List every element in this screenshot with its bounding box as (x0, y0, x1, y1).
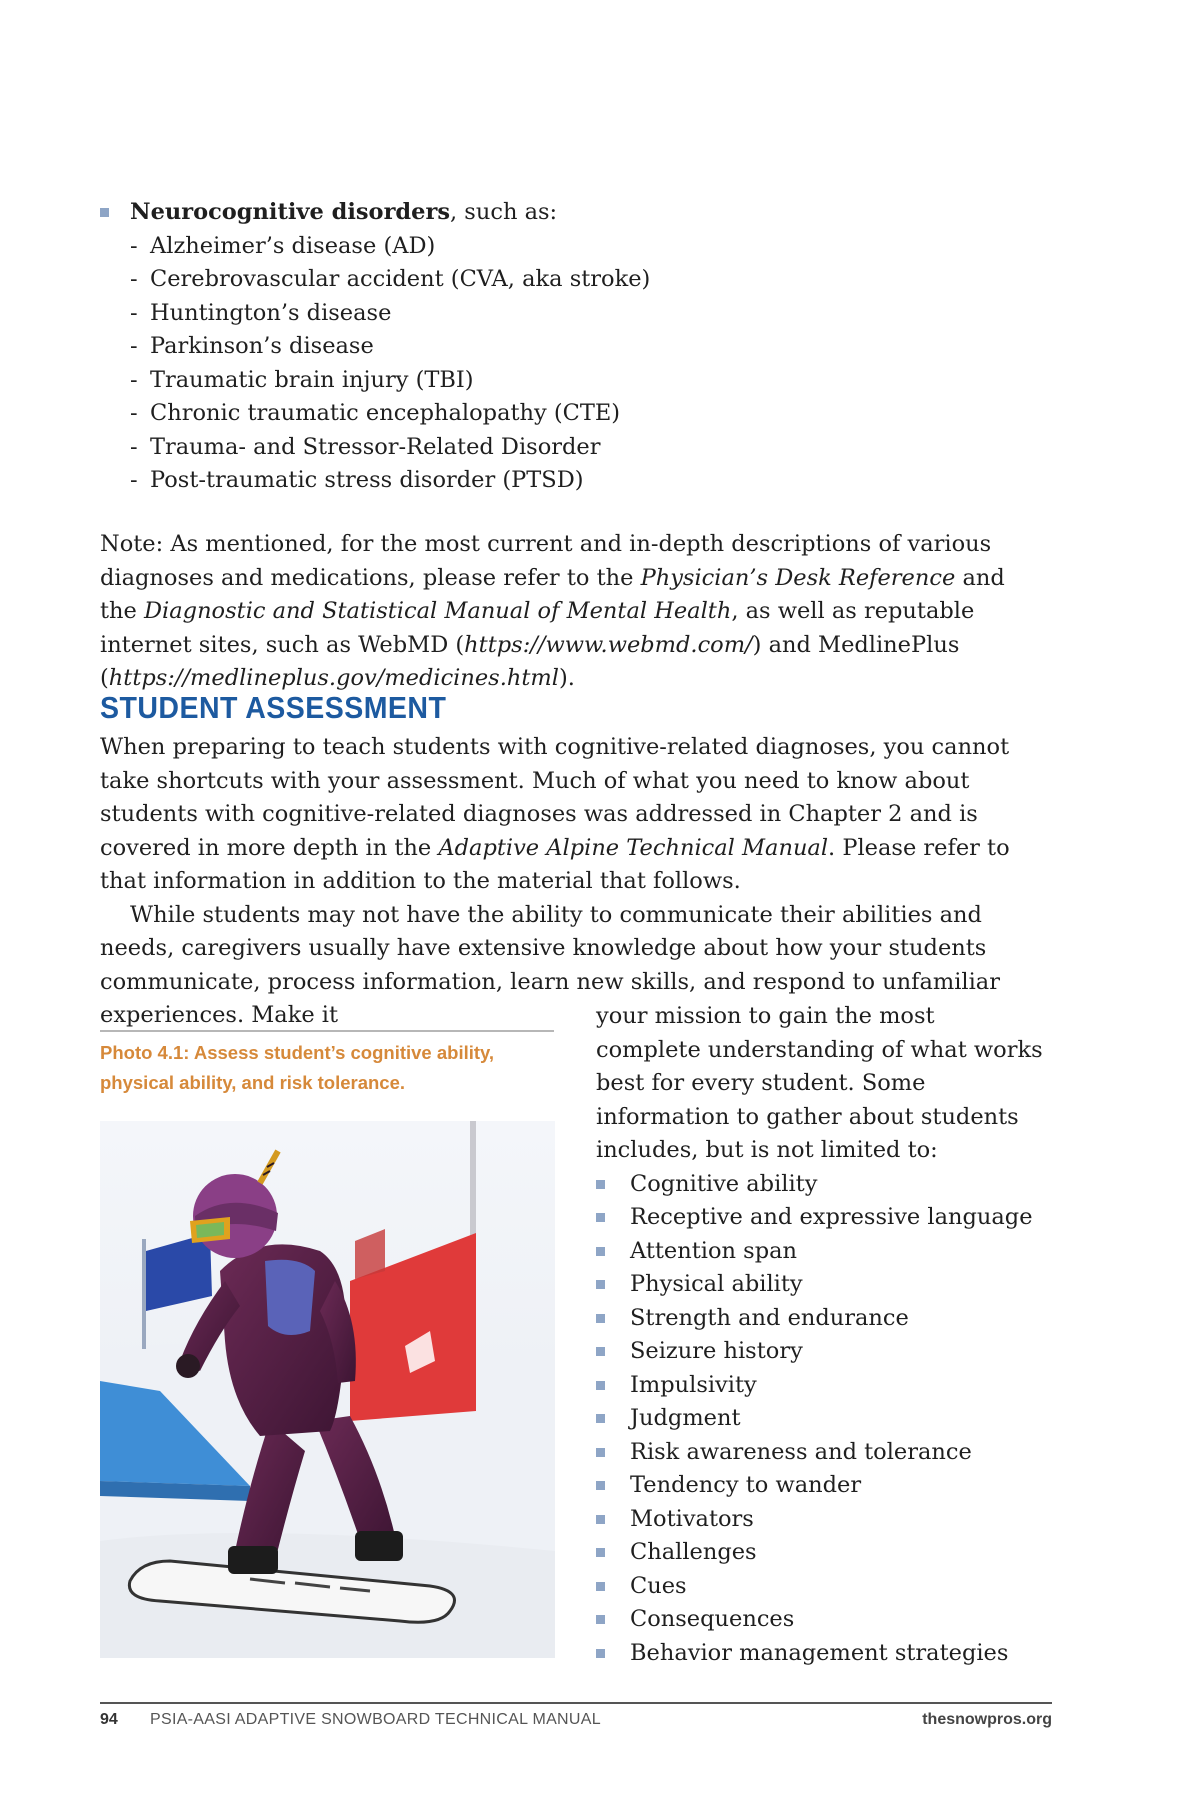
assessment-paragraph-1: When preparing to teach students with cognitive-related diagnoses, you cannot take shortcuts with your assessment. Much of what you need to know about students with cognitive-related diagnoses was addressed in Chapter 2 and is covered in more depth in the Adaptive Alpine Technical Manual. Please refer to that information in addition to the material that follows. (100, 734, 1010, 894)
square-bullet-icon (596, 1314, 605, 1323)
list-item: Behavior management strategies (596, 1637, 1046, 1671)
section-heading: STUDENT ASSESSMENT (100, 690, 447, 725)
page-number: 94 (100, 1711, 118, 1728)
square-bullet-icon (596, 1213, 605, 1222)
list-item: Cues (596, 1570, 1046, 1604)
square-bullet-icon (596, 1280, 605, 1289)
list-item: Impulsivity (596, 1369, 1046, 1403)
list-item: - Huntington’s disease (130, 299, 392, 326)
note-paragraph: Note: As mentioned, for the most current and in-depth descriptions of various diagnoses and medications, please refer to the Physician’s Desk Reference and the Diagnostic and Statistical Manual of Mental Health, as well as reputable internet sites, such as WebMD (https://www.webmd.com/) and MedlinePlus (https://medlineplus.gov/medicines.html). (100, 531, 1005, 691)
student-info-list (596, 1168, 1046, 1671)
dsm-title: Diagnostic and Statistical Manual of Mental Health (144, 598, 732, 624)
webmd-link[interactable]: https://www.webmd.com/ (464, 631, 753, 658)
list-item: Consequences (596, 1603, 1046, 1637)
list-item: Challenges (596, 1536, 1046, 1570)
adaptive-alpine-manual-title: Adaptive Alpine Technical Manual (438, 834, 829, 861)
list-item: Attention span (596, 1235, 1046, 1269)
list-item: Strength and endurance (596, 1302, 1046, 1336)
list-item: Motivators (596, 1503, 1046, 1537)
physicians-desk-reference-title: Physician’s Desk Reference (640, 564, 956, 591)
assessment-body (100, 731, 1045, 1033)
square-bullet-icon (596, 1515, 605, 1524)
list-item: Judgment (596, 1402, 1046, 1436)
list-item: - Trauma- and Stressor-Related Disorder (130, 433, 601, 460)
list-item: Cognitive ability (596, 1168, 1046, 1202)
snowboarder-photo (100, 1121, 555, 1658)
square-bullet-icon (596, 1347, 605, 1356)
square-bullet-icon (596, 1548, 605, 1557)
square-bullet-icon (596, 1180, 605, 1189)
list-item: Receptive and expressive language (596, 1201, 1046, 1235)
list-item: Risk awareness and tolerance (596, 1436, 1046, 1470)
square-bullet-icon (596, 1649, 605, 1658)
list-item: - Alzheimer’s disease (AD) (130, 232, 436, 259)
list-item: Seizure history (596, 1335, 1046, 1369)
medlineplus-link[interactable]: https://medlineplus.gov/medicines.html (108, 665, 559, 691)
square-bullet-icon (596, 1582, 605, 1591)
square-bullet-icon (596, 1615, 605, 1624)
footer-website-link[interactable]: thesnowpros.org (922, 1711, 1052, 1728)
neurocognitive-lead-rest: , such as: (450, 199, 558, 225)
square-bullet-icon (596, 1414, 605, 1423)
list-item: - Traumatic brain injury (TBI) (130, 366, 474, 393)
footer-title: PSIA-AASI ADAPTIVE SNOWBOARD TECHNICAL MANUAL (150, 1711, 601, 1728)
neurocognitive-lead-bold: Neurocognitive disorders (130, 199, 450, 225)
square-bullet-icon (100, 208, 109, 217)
square-bullet-icon (596, 1381, 605, 1390)
list-item: Physical ability (596, 1268, 1046, 1302)
list-item: - Post-traumatic stress disorder (PTSD) (130, 467, 584, 493)
square-bullet-icon (596, 1448, 605, 1457)
list-item: - Parkinson’s disease (130, 333, 374, 359)
right-column (596, 1000, 1046, 1670)
assessment-paragraph-2: While students may not have the ability to communicate their abilities and needs, caregivers usually have extensive knowledge about how your students communicate, process information, learn new skills, and respond to unfamiliar experiences. Make it (100, 901, 1000, 1028)
footer-rule (100, 1702, 1052, 1704)
list-item: - Cerebrovascular accident (CVA, aka stroke) (130, 266, 651, 292)
square-bullet-icon (596, 1481, 605, 1490)
photo-caption: Photo 4.1: Assess student’s cognitive ability, physical ability, and risk tolerance. (100, 1042, 495, 1093)
assessment-paragraph-2-continued: your mission to gain the most complete understanding of what works best for every student. Some information to gather about students includes, but is not limited to: (596, 1003, 1043, 1163)
list-item: - Chronic traumatic encephalopathy (CTE) (130, 400, 621, 426)
caption-rule (100, 1030, 554, 1032)
square-bullet-icon (596, 1247, 605, 1256)
list-item: Tendency to wander (596, 1469, 1046, 1503)
neurocognitive-list (100, 230, 1060, 498)
neurocognitive-lead (100, 196, 1060, 230)
neurocognitive-section (100, 196, 1060, 498)
